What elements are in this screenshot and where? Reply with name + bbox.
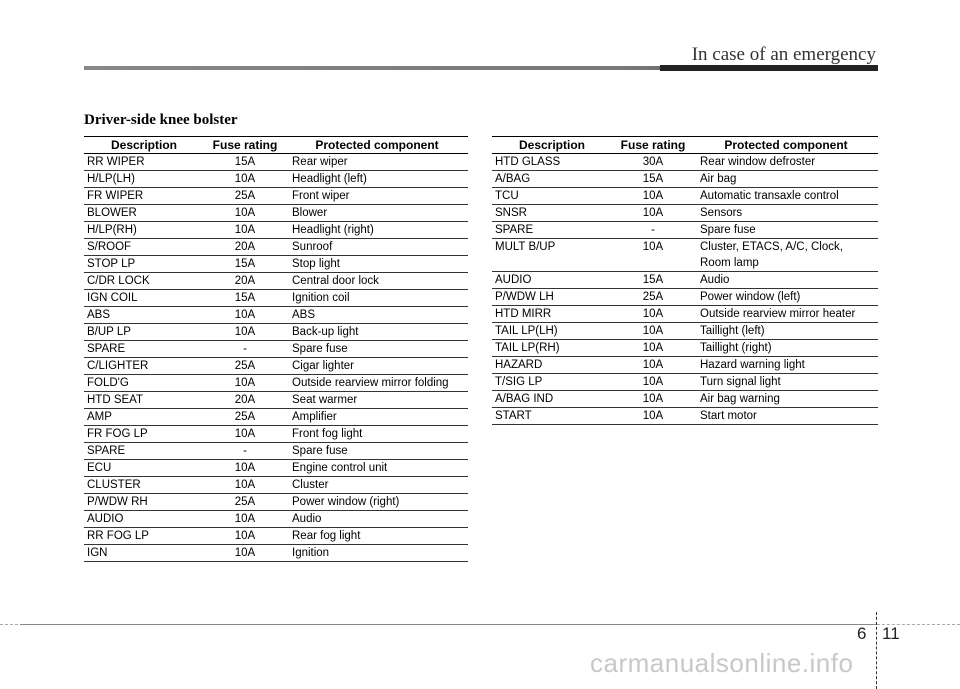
fuse-description: A/BAG IND (492, 391, 612, 408)
fuse-rating: 20A (204, 239, 286, 256)
table-row (84, 443, 468, 460)
fuse-description: TAIL LP(LH) (492, 323, 612, 340)
protected-component-line: Outside rearview mirror heater (700, 308, 856, 320)
table-row (492, 222, 878, 239)
fuse-rating: 20A (204, 392, 286, 409)
table-row (492, 239, 878, 272)
protected-component-line: Automatic transaxle control (700, 190, 839, 202)
fuse-description: P/WDW LH (492, 289, 612, 306)
fuse-description: ECU (84, 460, 204, 477)
table-row (84, 426, 468, 443)
protected-component-line: Spare fuse (700, 224, 756, 236)
protected-component (286, 171, 468, 188)
fuse-description: B/UP LP (84, 324, 204, 341)
protected-component (694, 306, 878, 323)
table-row (84, 205, 468, 222)
protected-component (286, 324, 468, 341)
protected-component-line: Audio (292, 513, 322, 525)
fuse-rating: - (204, 341, 286, 358)
protected-component (694, 289, 878, 306)
watermark: carmanualsonline.info (590, 648, 854, 678)
fuse-table-right (492, 136, 878, 425)
fuse-description: SNSR (492, 205, 612, 222)
fuse-description: IGN COIL (84, 290, 204, 307)
table-row (84, 358, 468, 375)
table-row (84, 409, 468, 426)
protected-component (286, 256, 468, 273)
fuse-rating: 15A (612, 272, 694, 289)
protected-component (694, 239, 878, 272)
protected-component (694, 222, 878, 239)
protected-component (286, 290, 468, 307)
fuse-rating: 10A (612, 374, 694, 391)
table-row (492, 323, 878, 340)
table-row (492, 306, 878, 323)
fuse-description: RR WIPER (84, 154, 204, 171)
fuse-description: T/SIG LP (492, 374, 612, 391)
table-row (492, 188, 878, 205)
protected-component-line: Back-up light (292, 326, 359, 338)
table-row (492, 408, 878, 425)
fuse-description: H/LP(RH) (84, 222, 204, 239)
protected-component (694, 171, 878, 188)
table-row (492, 391, 878, 408)
protected-component (694, 205, 878, 222)
protected-component-line: Turn signal light (700, 376, 781, 388)
protected-component-line: Amplifier (292, 411, 337, 423)
table-row (84, 222, 468, 239)
protected-component-line: Outside rearview mirror folding (292, 377, 449, 389)
fuse-rating: 10A (612, 306, 694, 323)
fuse-rating: 15A (204, 256, 286, 273)
fuse-description: FR WIPER (84, 188, 204, 205)
protected-component-line: Power window (right) (292, 496, 400, 508)
protected-component (286, 307, 468, 324)
protected-component (694, 391, 878, 408)
fuse-rating: 15A (204, 154, 286, 171)
fuse-rating: 10A (204, 171, 286, 188)
fuse-rating: 10A (204, 545, 286, 562)
table-row (492, 205, 878, 222)
protected-component (286, 154, 468, 171)
protected-component (286, 545, 468, 562)
fuse-rating: 15A (204, 290, 286, 307)
fuse-description: ABS (84, 307, 204, 324)
protected-component-line: Headlight (left) (292, 173, 367, 185)
fuse-description: H/LP(LH) (84, 171, 204, 188)
fuse-rating: 10A (612, 188, 694, 205)
fuse-description: CLUSTER (84, 477, 204, 494)
protected-component-line: Air bag (700, 173, 737, 185)
table-row (492, 289, 878, 306)
table-row (84, 273, 468, 290)
protected-component (286, 239, 468, 256)
protected-component (286, 375, 468, 392)
fuse-description: BLOWER (84, 205, 204, 222)
fuse-rating: 20A (204, 273, 286, 290)
fuse-description: HAZARD (492, 357, 612, 374)
protected-component-line: Spare fuse (292, 343, 348, 355)
fuse-rating: 10A (204, 324, 286, 341)
table-row (492, 154, 878, 171)
protected-component-line: Start motor (700, 410, 757, 422)
column-header-description: Description (492, 137, 612, 154)
protected-component (694, 188, 878, 205)
fuse-description: HTD SEAT (84, 392, 204, 409)
protected-component (694, 340, 878, 357)
protected-component (286, 358, 468, 375)
fuse-rating: 15A (612, 171, 694, 188)
fuse-rating: 10A (204, 511, 286, 528)
protected-component-line: Power window (left) (700, 291, 801, 303)
fuse-rating: 10A (204, 528, 286, 545)
column-header-description: Description (84, 137, 204, 154)
protected-component-line: Hazard warning light (700, 359, 805, 371)
protected-component-line: Cigar lighter (292, 360, 354, 372)
protected-component (286, 188, 468, 205)
protected-component (694, 357, 878, 374)
table-row (84, 324, 468, 341)
table-row (84, 545, 468, 562)
table-header-row (84, 137, 468, 154)
protected-component-line: Taillight (left) (700, 325, 765, 337)
header-rule-accent (660, 65, 878, 71)
protected-component (694, 323, 878, 340)
fuse-rating: 30A (612, 154, 694, 171)
table-row (84, 171, 468, 188)
protected-component (286, 222, 468, 239)
fuse-rating: 10A (204, 222, 286, 239)
fuse-description: TAIL LP(RH) (492, 340, 612, 357)
table-row (492, 272, 878, 289)
protected-component (286, 443, 468, 460)
fuse-rating: 25A (612, 289, 694, 306)
fuse-rating: 10A (612, 323, 694, 340)
fuse-description: AUDIO (84, 511, 204, 528)
protected-component-line: Central door lock (292, 275, 379, 287)
fuse-rating: 10A (612, 340, 694, 357)
fuse-rating: 10A (204, 375, 286, 392)
table-row (84, 511, 468, 528)
table-row (492, 171, 878, 188)
protected-component-line: ABS (292, 309, 316, 321)
protected-component-line: Ignition (292, 547, 330, 559)
table-row (84, 188, 468, 205)
fuse-rating: 10A (612, 391, 694, 408)
table-row (84, 494, 468, 511)
protected-component (286, 409, 468, 426)
protected-component (286, 341, 468, 358)
protected-component (286, 426, 468, 443)
table-row (84, 290, 468, 307)
fuse-rating: - (612, 222, 694, 239)
fuse-description: AUDIO (492, 272, 612, 289)
protected-component (286, 460, 468, 477)
fuse-rating: 25A (204, 409, 286, 426)
fuse-description: TCU (492, 188, 612, 205)
protected-component-line: Headlight (right) (292, 224, 374, 236)
protected-component-line: Air bag warning (700, 393, 780, 405)
fuse-description: C/DR LOCK (84, 273, 204, 290)
protected-component (286, 477, 468, 494)
table-row (84, 239, 468, 256)
column-header-fuse-rating: Fuse rating (612, 137, 694, 154)
fuse-description: A/BAG (492, 171, 612, 188)
fuse-rating: 10A (612, 239, 694, 272)
fuse-description: SPARE (492, 222, 612, 239)
fuse-rating: 10A (204, 477, 286, 494)
page-number: 11 (882, 624, 900, 643)
fuse-description: STOP LP (84, 256, 204, 273)
protected-component-line: Cluster, ETACS, A/C, Clock, (700, 241, 843, 253)
protected-component-line: Sensors (700, 207, 743, 219)
fuse-description: HTD MIRR (492, 306, 612, 323)
protected-component-line: Stop light (292, 258, 340, 270)
protected-component (286, 205, 468, 222)
protected-component-line: Sunroof (292, 241, 333, 253)
table-row (84, 154, 468, 171)
protected-component-line: Seat warmer (292, 394, 358, 406)
column-header-protected-component: Protected component (286, 137, 468, 154)
protected-component-line: Front fog light (292, 428, 363, 440)
fuse-rating: 10A (204, 307, 286, 324)
protected-component-line: Cluster (292, 479, 329, 491)
protected-component-line: Front wiper (292, 190, 350, 202)
protected-component-line: Spare fuse (292, 445, 348, 457)
fuse-description: FOLD'G (84, 375, 204, 392)
protected-component-line: Ignition coil (292, 292, 350, 304)
protected-component-line: Blower (292, 207, 328, 219)
table-row (84, 460, 468, 477)
protected-component (286, 392, 468, 409)
protected-component (286, 494, 468, 511)
fuse-rating: 10A (204, 460, 286, 477)
table-row (84, 528, 468, 545)
fuse-rating: 25A (204, 188, 286, 205)
protected-component (286, 528, 468, 545)
fuse-rating: 25A (204, 358, 286, 375)
page-separator (876, 612, 877, 689)
fuse-table-left (84, 136, 468, 562)
chapter-number: 6 (857, 624, 867, 643)
column-header-fuse-rating: Fuse rating (204, 137, 286, 154)
fuse-description: SPARE (84, 443, 204, 460)
fuse-description: C/LIGHTER (84, 358, 204, 375)
protected-component (694, 374, 878, 391)
protected-component (694, 408, 878, 425)
table-row (84, 341, 468, 358)
table-row (84, 256, 468, 273)
table-row (492, 340, 878, 357)
protected-component-line: Audio (700, 274, 730, 286)
fuse-description: RR FOG LP (84, 528, 204, 545)
protected-component (286, 511, 468, 528)
table-row (492, 357, 878, 374)
protected-component (694, 272, 878, 289)
protected-component (694, 154, 878, 171)
header-title: In case of an emergency (691, 44, 876, 65)
table-row (84, 392, 468, 409)
fuse-description: P/WDW RH (84, 494, 204, 511)
protected-component-line: Rear fog light (292, 530, 361, 542)
table-row (84, 477, 468, 494)
protected-component-line: Rear window defroster (700, 156, 816, 168)
table-row (492, 374, 878, 391)
fuse-rating: 10A (612, 357, 694, 374)
fuse-description: S/ROOF (84, 239, 204, 256)
fuse-description: AMP (84, 409, 204, 426)
fuse-description: IGN (84, 545, 204, 562)
fuse-rating: 25A (204, 494, 286, 511)
fuse-description: HTD GLASS (492, 154, 612, 171)
fuse-rating: 10A (204, 205, 286, 222)
fuse-rating: - (204, 443, 286, 460)
fuse-description: MULT B/UP (492, 239, 612, 272)
fuse-description: START (492, 408, 612, 425)
protected-component-line: Rear wiper (292, 156, 348, 168)
protected-component-line: Taillight (right) (700, 342, 772, 354)
column-header-protected-component: Protected component (694, 137, 878, 154)
protected-component-line: Engine control unit (292, 462, 388, 474)
fuse-rating: 10A (204, 426, 286, 443)
protected-component (286, 273, 468, 290)
table-row (84, 375, 468, 392)
section-title: Driver-side knee bolster (84, 112, 238, 128)
protected-component-line: Room lamp (700, 257, 759, 269)
fuse-description: SPARE (84, 341, 204, 358)
table-row (84, 307, 468, 324)
table-header-row (492, 137, 878, 154)
fuse-description: FR FOG LP (84, 426, 204, 443)
fuse-rating: 10A (612, 205, 694, 222)
fuse-rating: 10A (612, 408, 694, 425)
footer-rule (20, 624, 877, 625)
